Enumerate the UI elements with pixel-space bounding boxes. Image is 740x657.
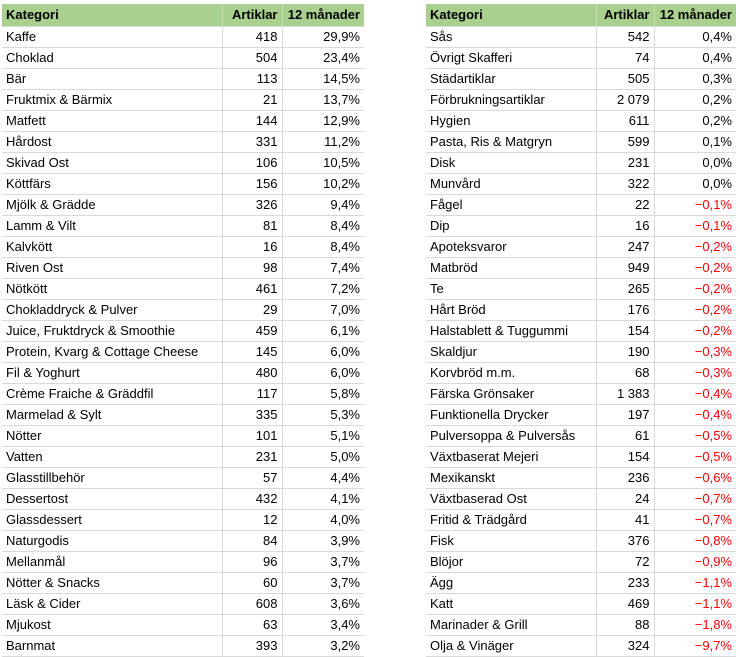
- category-cell[interactable]: Förbrukningsartiklar: [426, 90, 596, 111]
- articles-cell[interactable]: 432: [222, 489, 282, 510]
- table-row: [2, 279, 364, 300]
- change-cell[interactable]: 14,5%: [282, 69, 364, 90]
- category-cell[interactable]: Läsk & Cider: [2, 594, 222, 615]
- header-row: [426, 4, 736, 27]
- table-row: [2, 27, 364, 48]
- articles-cell[interactable]: 41: [596, 510, 654, 531]
- articles-cell[interactable]: 949: [596, 258, 654, 279]
- header-articles[interactable]: Artiklar: [596, 4, 654, 27]
- category-cell[interactable]: Hårt Bröd: [426, 300, 596, 321]
- table-row: [426, 426, 736, 447]
- articles-cell[interactable]: 98: [222, 258, 282, 279]
- change-cell[interactable]: −0,2%: [654, 237, 736, 258]
- change-cell[interactable]: −0,7%: [654, 489, 736, 510]
- category-cell[interactable]: Nötkött: [2, 279, 222, 300]
- change-cell[interactable]: −1,1%: [654, 573, 736, 594]
- change-cell[interactable]: 23,4%: [282, 48, 364, 69]
- table-row: [2, 636, 364, 657]
- table-row: [2, 300, 364, 321]
- table-row: [426, 531, 736, 552]
- table-row: [426, 300, 736, 321]
- articles-cell[interactable]: 74: [596, 48, 654, 69]
- table-row: [426, 573, 736, 594]
- table-row: [2, 384, 364, 405]
- change-cell[interactable]: 6,0%: [282, 342, 364, 363]
- table-row: [426, 48, 736, 69]
- change-cell[interactable]: 5,8%: [282, 384, 364, 405]
- header-12-months[interactable]: 12 månader: [654, 4, 736, 27]
- change-cell[interactable]: 0,2%: [654, 90, 736, 111]
- change-cell[interactable]: 4,4%: [282, 468, 364, 489]
- articles-cell[interactable]: 61: [596, 426, 654, 447]
- change-cell[interactable]: 3,2%: [282, 636, 364, 657]
- change-cell[interactable]: 5,3%: [282, 405, 364, 426]
- left-category-table: [2, 4, 364, 657]
- table-row: [2, 195, 364, 216]
- table-row: [426, 636, 736, 657]
- category-cell[interactable]: Städartiklar: [426, 69, 596, 90]
- category-cell[interactable]: Olja & Vinäger: [426, 636, 596, 657]
- category-cell[interactable]: Juice, Fruktdryck & Smoothie: [2, 321, 222, 342]
- table-row: [426, 153, 736, 174]
- articles-cell[interactable]: 156: [222, 174, 282, 195]
- category-cell[interactable]: Apoteksvaror: [426, 237, 596, 258]
- table-row: [2, 342, 364, 363]
- table-row: [2, 363, 364, 384]
- category-cell[interactable]: Pulversoppa & Pulversås: [426, 426, 596, 447]
- articles-cell[interactable]: 22: [596, 195, 654, 216]
- change-cell[interactable]: −0,3%: [654, 342, 736, 363]
- category-cell[interactable]: Dip: [426, 216, 596, 237]
- articles-cell[interactable]: 154: [596, 321, 654, 342]
- right-table-body: [426, 27, 736, 657]
- change-cell[interactable]: 7,0%: [282, 300, 364, 321]
- change-cell[interactable]: 11,2%: [282, 132, 364, 153]
- category-cell[interactable]: Matfett: [2, 111, 222, 132]
- articles-cell[interactable]: 233: [596, 573, 654, 594]
- header-articles[interactable]: Artiklar: [222, 4, 282, 27]
- change-cell[interactable]: −0,2%: [654, 321, 736, 342]
- articles-cell[interactable]: 117: [222, 384, 282, 405]
- change-cell[interactable]: 10,2%: [282, 174, 364, 195]
- change-cell[interactable]: −0,8%: [654, 531, 736, 552]
- articles-cell[interactable]: 505: [596, 69, 654, 90]
- change-cell[interactable]: 9,4%: [282, 195, 364, 216]
- articles-cell[interactable]: 84: [222, 531, 282, 552]
- change-cell[interactable]: 29,9%: [282, 27, 364, 48]
- change-cell[interactable]: 5,1%: [282, 426, 364, 447]
- table-row: [2, 258, 364, 279]
- articles-cell[interactable]: 2 079: [596, 90, 654, 111]
- change-cell[interactable]: −9,7%: [654, 636, 736, 657]
- category-cell[interactable]: Färska Grönsaker: [426, 384, 596, 405]
- articles-cell[interactable]: 461: [222, 279, 282, 300]
- table-row: [426, 69, 736, 90]
- category-cell[interactable]: Växtbaserat Mejeri: [426, 447, 596, 468]
- category-cell[interactable]: Fruktmix & Bärmix: [2, 90, 222, 111]
- articles-cell[interactable]: 60: [222, 573, 282, 594]
- header-category[interactable]: Kategori: [2, 4, 222, 27]
- category-cell[interactable]: Glasstillbehör: [2, 468, 222, 489]
- left-table-body: [2, 27, 364, 657]
- table-row: [426, 405, 736, 426]
- articles-cell[interactable]: 265: [596, 279, 654, 300]
- table-row: [426, 384, 736, 405]
- change-cell[interactable]: 0,0%: [654, 153, 736, 174]
- articles-cell[interactable]: 331: [222, 132, 282, 153]
- right-category-table: [426, 4, 736, 657]
- category-cell[interactable]: Blöjor: [426, 552, 596, 573]
- category-cell[interactable]: Chokladdryck & Pulver: [2, 300, 222, 321]
- table-row: [2, 426, 364, 447]
- category-cell[interactable]: Köttfärs: [2, 174, 222, 195]
- category-cell[interactable]: Skaldjur: [426, 342, 596, 363]
- change-cell[interactable]: 0,3%: [654, 69, 736, 90]
- table-row: [2, 447, 364, 468]
- table-row: [426, 615, 736, 636]
- change-cell[interactable]: 7,4%: [282, 258, 364, 279]
- change-cell[interactable]: 0,0%: [654, 174, 736, 195]
- table-row: [426, 258, 736, 279]
- category-cell[interactable]: Barnmat: [2, 636, 222, 657]
- articles-cell[interactable]: 197: [596, 405, 654, 426]
- header-row: [2, 4, 364, 27]
- table-row: [2, 174, 364, 195]
- category-cell[interactable]: Fisk: [426, 531, 596, 552]
- table-row: [426, 447, 736, 468]
- change-cell[interactable]: 8,4%: [282, 237, 364, 258]
- change-cell[interactable]: −0,5%: [654, 447, 736, 468]
- articles-cell[interactable]: 324: [596, 636, 654, 657]
- table-row: [426, 510, 736, 531]
- category-cell[interactable]: Växtbaserad Ost: [426, 489, 596, 510]
- change-cell[interactable]: 3,7%: [282, 573, 364, 594]
- articles-cell[interactable]: 81: [222, 216, 282, 237]
- category-cell[interactable]: Fågel: [426, 195, 596, 216]
- category-cell[interactable]: Vatten: [2, 447, 222, 468]
- articles-cell[interactable]: 504: [222, 48, 282, 69]
- table-row: [426, 27, 736, 48]
- table-row: [2, 552, 364, 573]
- articles-cell[interactable]: 88: [596, 615, 654, 636]
- category-cell[interactable]: Bär: [2, 69, 222, 90]
- table-row: [426, 174, 736, 195]
- category-cell[interactable]: Skivad Ost: [2, 153, 222, 174]
- table-row: [2, 615, 364, 636]
- table-row: [426, 489, 736, 510]
- category-cell[interactable]: Sås: [426, 27, 596, 48]
- articles-cell[interactable]: 247: [596, 237, 654, 258]
- category-cell[interactable]: Mjölk & Grädde: [2, 195, 222, 216]
- table-row: [2, 405, 364, 426]
- change-cell[interactable]: −0,2%: [654, 300, 736, 321]
- change-cell[interactable]: 7,2%: [282, 279, 364, 300]
- category-cell[interactable]: Nötter & Snacks: [2, 573, 222, 594]
- articles-cell[interactable]: 376: [596, 531, 654, 552]
- category-cell[interactable]: Fil & Yoghurt: [2, 363, 222, 384]
- category-cell[interactable]: Protein, Kvarg & Cottage Cheese: [2, 342, 222, 363]
- table-row: [2, 216, 364, 237]
- articles-cell[interactable]: 231: [222, 447, 282, 468]
- change-cell[interactable]: 3,4%: [282, 615, 364, 636]
- articles-cell[interactable]: 16: [222, 237, 282, 258]
- header-category[interactable]: Kategori: [426, 4, 596, 27]
- table-row: [426, 237, 736, 258]
- table-row: [426, 321, 736, 342]
- change-cell[interactable]: 0,2%: [654, 111, 736, 132]
- category-cell[interactable]: Te: [426, 279, 596, 300]
- table-row: [2, 111, 364, 132]
- change-cell[interactable]: −0,4%: [654, 405, 736, 426]
- change-cell[interactable]: 0,1%: [654, 132, 736, 153]
- table-row: [2, 321, 364, 342]
- articles-cell[interactable]: 176: [596, 300, 654, 321]
- articles-cell[interactable]: 608: [222, 594, 282, 615]
- change-cell[interactable]: −0,9%: [654, 552, 736, 573]
- category-cell[interactable]: Matbröd: [426, 258, 596, 279]
- articles-cell[interactable]: 393: [222, 636, 282, 657]
- category-cell[interactable]: Choklad: [2, 48, 222, 69]
- articles-cell[interactable]: 57: [222, 468, 282, 489]
- articles-cell[interactable]: 322: [596, 174, 654, 195]
- change-cell[interactable]: −0,2%: [654, 258, 736, 279]
- articles-cell[interactable]: 106: [222, 153, 282, 174]
- category-cell[interactable]: Naturgodis: [2, 531, 222, 552]
- articles-cell[interactable]: 144: [222, 111, 282, 132]
- category-cell[interactable]: Katt: [426, 594, 596, 615]
- category-cell[interactable]: Glassdessert: [2, 510, 222, 531]
- table-row: [2, 90, 364, 111]
- change-cell[interactable]: 6,1%: [282, 321, 364, 342]
- category-cell[interactable]: Mellanmål: [2, 552, 222, 573]
- articles-cell[interactable]: 480: [222, 363, 282, 384]
- change-cell[interactable]: −0,3%: [654, 363, 736, 384]
- category-cell[interactable]: Pasta, Ris & Matgryn: [426, 132, 596, 153]
- change-cell[interactable]: −1,1%: [654, 594, 736, 615]
- articles-cell[interactable]: 459: [222, 321, 282, 342]
- change-cell[interactable]: 3,9%: [282, 531, 364, 552]
- table-row: [2, 468, 364, 489]
- category-cell[interactable]: Munvård: [426, 174, 596, 195]
- category-cell[interactable]: Mjukost: [2, 615, 222, 636]
- table-row: [426, 594, 736, 615]
- category-cell[interactable]: Hårdost: [2, 132, 222, 153]
- change-cell[interactable]: −0,1%: [654, 195, 736, 216]
- change-cell[interactable]: 6,0%: [282, 363, 364, 384]
- change-cell[interactable]: −0,2%: [654, 279, 736, 300]
- category-cell[interactable]: Hygien: [426, 111, 596, 132]
- articles-cell[interactable]: 12: [222, 510, 282, 531]
- articles-cell[interactable]: 326: [222, 195, 282, 216]
- change-cell[interactable]: 13,7%: [282, 90, 364, 111]
- table-row: [426, 90, 736, 111]
- change-cell[interactable]: 10,5%: [282, 153, 364, 174]
- category-cell[interactable]: Halstablett & Tuggummi: [426, 321, 596, 342]
- articles-cell[interactable]: 236: [596, 468, 654, 489]
- table-row: [2, 594, 364, 615]
- change-cell[interactable]: −0,1%: [654, 216, 736, 237]
- change-cell[interactable]: 0,4%: [654, 48, 736, 69]
- category-cell[interactable]: Ägg: [426, 573, 596, 594]
- category-cell[interactable]: Crème Fraiche & Gräddfil: [2, 384, 222, 405]
- table-row: [426, 132, 736, 153]
- change-cell[interactable]: 0,4%: [654, 27, 736, 48]
- articles-cell[interactable]: 16: [596, 216, 654, 237]
- change-cell[interactable]: −1,8%: [654, 615, 736, 636]
- category-cell[interactable]: Marinader & Grill: [426, 615, 596, 636]
- change-cell[interactable]: −0,4%: [654, 384, 736, 405]
- table-row: [426, 468, 736, 489]
- articles-cell[interactable]: 469: [596, 594, 654, 615]
- table-row: [426, 342, 736, 363]
- articles-cell[interactable]: 335: [222, 405, 282, 426]
- change-cell[interactable]: 4,0%: [282, 510, 364, 531]
- change-cell[interactable]: 5,0%: [282, 447, 364, 468]
- category-cell[interactable]: Övrigt Skafferi: [426, 48, 596, 69]
- category-cell[interactable]: Korvbröd m.m.: [426, 363, 596, 384]
- change-cell[interactable]: −0,5%: [654, 426, 736, 447]
- articles-cell[interactable]: 190: [596, 342, 654, 363]
- articles-cell[interactable]: 63: [222, 615, 282, 636]
- category-cell[interactable]: Mexikanskt: [426, 468, 596, 489]
- category-cell[interactable]: Disk: [426, 153, 596, 174]
- category-cell[interactable]: Fritid & Trädgård: [426, 510, 596, 531]
- articles-cell[interactable]: 154: [596, 447, 654, 468]
- table-row: [426, 552, 736, 573]
- articles-cell[interactable]: 21: [222, 90, 282, 111]
- articles-cell[interactable]: 1 383: [596, 384, 654, 405]
- articles-cell[interactable]: 418: [222, 27, 282, 48]
- articles-cell[interactable]: 101: [222, 426, 282, 447]
- table-row: [2, 531, 364, 552]
- change-cell[interactable]: −0,7%: [654, 510, 736, 531]
- table-row: [426, 279, 736, 300]
- table-row: [2, 237, 364, 258]
- table-row: [2, 489, 364, 510]
- articles-cell[interactable]: 145: [222, 342, 282, 363]
- table-row: [2, 153, 364, 174]
- articles-cell[interactable]: 24: [596, 489, 654, 510]
- change-cell[interactable]: 3,6%: [282, 594, 364, 615]
- articles-cell[interactable]: 231: [596, 153, 654, 174]
- category-cell[interactable]: Funktionella Drycker: [426, 405, 596, 426]
- table-row: [2, 48, 364, 69]
- change-cell[interactable]: 4,1%: [282, 489, 364, 510]
- articles-cell[interactable]: 599: [596, 132, 654, 153]
- articles-cell[interactable]: 611: [596, 111, 654, 132]
- articles-cell[interactable]: 72: [596, 552, 654, 573]
- change-cell[interactable]: 3,7%: [282, 552, 364, 573]
- category-cell[interactable]: Marmelad & Sylt: [2, 405, 222, 426]
- table-row: [426, 363, 736, 384]
- articles-cell[interactable]: 29: [222, 300, 282, 321]
- articles-cell[interactable]: 542: [596, 27, 654, 48]
- category-cell[interactable]: Kaffe: [2, 27, 222, 48]
- category-cell[interactable]: Dessertost: [2, 489, 222, 510]
- articles-cell[interactable]: 96: [222, 552, 282, 573]
- change-cell[interactable]: −0,6%: [654, 468, 736, 489]
- table-row: [2, 132, 364, 153]
- articles-cell[interactable]: 68: [596, 363, 654, 384]
- table-row: [2, 510, 364, 531]
- category-cell[interactable]: Lamm & Vilt: [2, 216, 222, 237]
- header-12-months[interactable]: 12 månader: [282, 4, 364, 27]
- table-row: [2, 69, 364, 90]
- table-row: [2, 573, 364, 594]
- category-cell[interactable]: Kalvkött: [2, 237, 222, 258]
- table-row: [426, 216, 736, 237]
- change-cell[interactable]: 12,9%: [282, 111, 364, 132]
- table-row: [426, 111, 736, 132]
- table-row: [426, 195, 736, 216]
- change-cell[interactable]: 8,4%: [282, 216, 364, 237]
- category-cell[interactable]: Riven Ost: [2, 258, 222, 279]
- articles-cell[interactable]: 113: [222, 69, 282, 90]
- category-cell[interactable]: Nötter: [2, 426, 222, 447]
